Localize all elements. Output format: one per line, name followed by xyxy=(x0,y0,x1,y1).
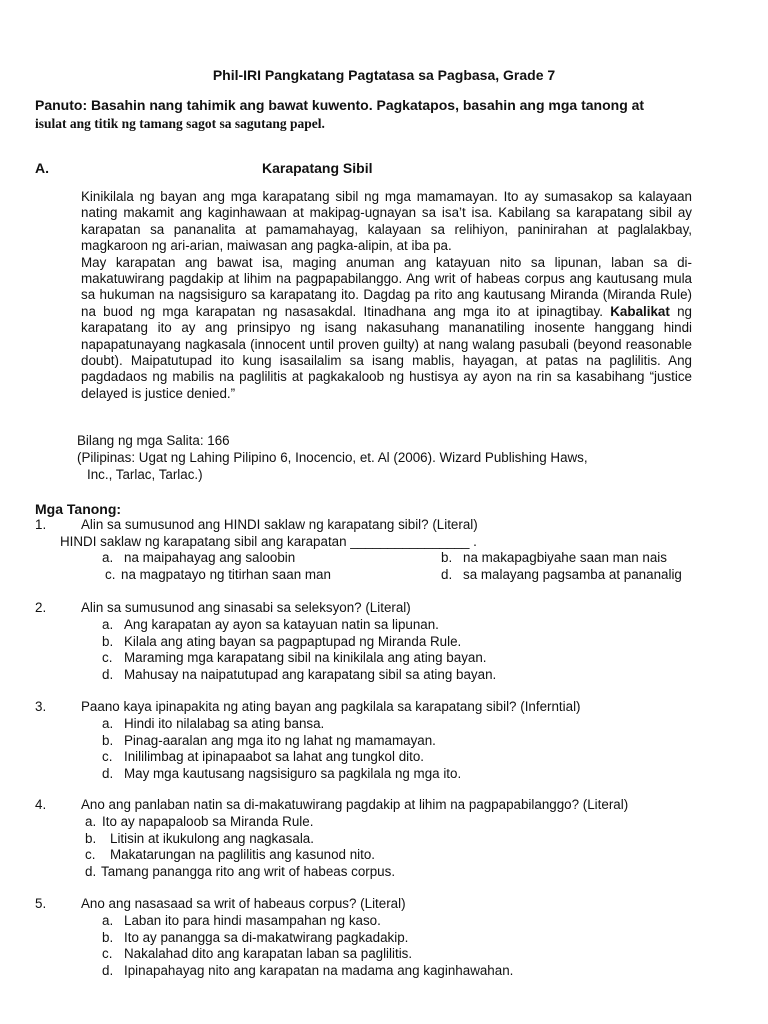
document-title: Phil-IRI Pangkatang Pagtatasa sa Pagbasa, Grade 7 xyxy=(212,67,556,83)
passage-meta xyxy=(77,432,588,483)
choice-c: c. na magpatayo ng titirhan saan man xyxy=(105,567,331,582)
source-line-1: (Pilipinas: Ugat ng Lahing Pilipino 6, Inocencio, et. Al (2006). Wizard Publishing Haws, xyxy=(77,450,588,465)
question-text: Paano kaya ipinapakita ng ating bayan ang pagkilala sa karapatang sibil? (Inferntial) xyxy=(81,699,581,714)
question-number: 3. xyxy=(35,699,47,714)
choice-a: a. Ang karapatan ay ayon sa katayuan natin sa lipunan. xyxy=(102,617,439,632)
choice-a: a. Ito ay napapaloob sa Miranda Rule. xyxy=(85,814,314,829)
choice-b: b. Litisin at ikukulong ang nagkasala. xyxy=(85,830,314,846)
question-text: Ano ang panlaban natin sa di-makatuwirang pagdakip at lihim na pagpapabilanggo? (Literal) xyxy=(81,797,629,812)
question-number: 1. xyxy=(35,517,47,532)
story-paragraph-2b: ng karapatang ito ay ang prinsipyo ng isang nakasuhang mananatiling inosente hanggang hindi napapatunayang nagkasala (innocent until proven guilty) at nang walang pasubali (beyond reasonable doubt). Maipatutupad ito kung isasailalim sa isang mablis, hayagan, at patas na paglilitis. Ang pagdadaos ng mabilis na paglilitis at pagkakaloob ng hustisya ay ayon na rin sa kasabihang “justice delayed is justice denied.” xyxy=(81,303,692,401)
source-line-2: Inc., Tarlac, Tarlac.) xyxy=(87,467,203,482)
question-text: Alin sa sumusunod ang sinasabi sa seleksyon? (Literal) xyxy=(81,600,411,615)
choice-d: d. Tamang panangga rito ang writ of habeas corpus. xyxy=(85,863,396,879)
choice-b: b. Pinag-aaralan ang mga ito ng lahat ng mamamayan. xyxy=(102,732,436,748)
choice-c: c. Nakalahad dito ang karapatan laban sa paglilitis. xyxy=(102,946,413,961)
question-number: 5. xyxy=(35,896,47,911)
questions-heading: Mga Tanong: xyxy=(35,501,122,517)
story-paragraph-2 xyxy=(81,255,692,403)
instruction-line-2: isulat ang titik ng tamang sagot sa sagutang papel. xyxy=(35,116,325,131)
choice-d: d. May mga kautusang nagsisiguro sa pagkilala ng mga ito. xyxy=(102,765,462,781)
choice-c: c. Maraming mga karapatang sibil na kinikilala ang ating bayan. xyxy=(102,650,487,665)
question-subline: HINDI saklaw ng karapatang sibil ang karapatan ________________ . xyxy=(60,533,477,549)
choice-d: d. Ipinapahayag nito ang karapatan na madama ang kaginhawahan. xyxy=(102,962,514,978)
choice-a: a. na maipahayag ang saloobin xyxy=(102,550,296,565)
question-number: 2. xyxy=(35,600,47,615)
question-text: Alin sa sumusunod ang HINDI saklaw ng karapatang sibil? (Literal) xyxy=(81,517,478,532)
section-title: Karapatang Sibil xyxy=(262,160,373,176)
question-number: 4. xyxy=(35,797,47,812)
instruction-line-1: Panuto: Basahin nang tahimik ang bawat kuwento. Pagkatapos, basahin ang mga tanong at xyxy=(35,97,645,113)
section-letter: A. xyxy=(35,160,49,176)
choice-c: c. Makatarungan na paglilitis ang kasunod nito. xyxy=(85,847,376,862)
choice-d: d. Mahusay na naipatutupad ang karapatang sibil sa ating bayan. xyxy=(102,666,497,682)
story-passage xyxy=(81,189,692,402)
choice-c: c. Inililimbag at ipinapaabot sa lahat ang tungkol dito. xyxy=(102,749,425,764)
story-paragraph-2a: May karapatan ang bawat isa, maging anuman ang katayuan nito sa lipunan, laban sa di-makatuwirang pagdakip at lihim na pagpapabilanggo. Ang writ of habeas corpus ang kautusang mula sa hukuman na nagsisiguro sa karapatang ito. Dagdag pa rito ang kautusang Miranda (Miranda Rule) na buod ng mga karapatan ng nasasakdal. Itinadhana ang mga ito at ipinagtibay. xyxy=(81,254,692,319)
choice-b: b. na makapagbiyahe saan man nais xyxy=(441,550,667,565)
story-paragraph-1: Kinikilala ng bayan ang mga karapatang sibil ng mga mamamayan. Ito ay sumasakop sa kalayaan nating makamit ang kaginhawaan at makipag-ugnayan sa isa’t isa. Kabilang sa karapatang sibil ay karapatan sa pananalita at pamamahayag, kalayaan sa relihiyon, paninirahan at paglalakbay, magkaroon ng ari-arian, maiwasan ang pagka-alipin, at iba pa. xyxy=(81,189,692,254)
word-count: Bilang ng mga Salita: 166 xyxy=(77,433,230,448)
choice-b: b. Ito ay panangga sa di-makatwirang pagkadakip. xyxy=(102,929,409,945)
choice-b: b. Kilala ang ating bayan sa pagpaptupad ng Miranda Rule. xyxy=(102,633,462,649)
story-bold-word: Kabalikat xyxy=(610,303,670,319)
choice-a: a. Laban ito para hindi masampahan ng kaso. xyxy=(102,913,381,928)
question-text: Ano ang nasasaad sa writ of habeaus corpus? (Literal) xyxy=(81,896,406,911)
choice-a: a. Hindi ito nilalabag sa ating bansa. xyxy=(102,716,325,731)
choice-d: d. sa malayang pagsamba at pananalig xyxy=(441,567,682,582)
